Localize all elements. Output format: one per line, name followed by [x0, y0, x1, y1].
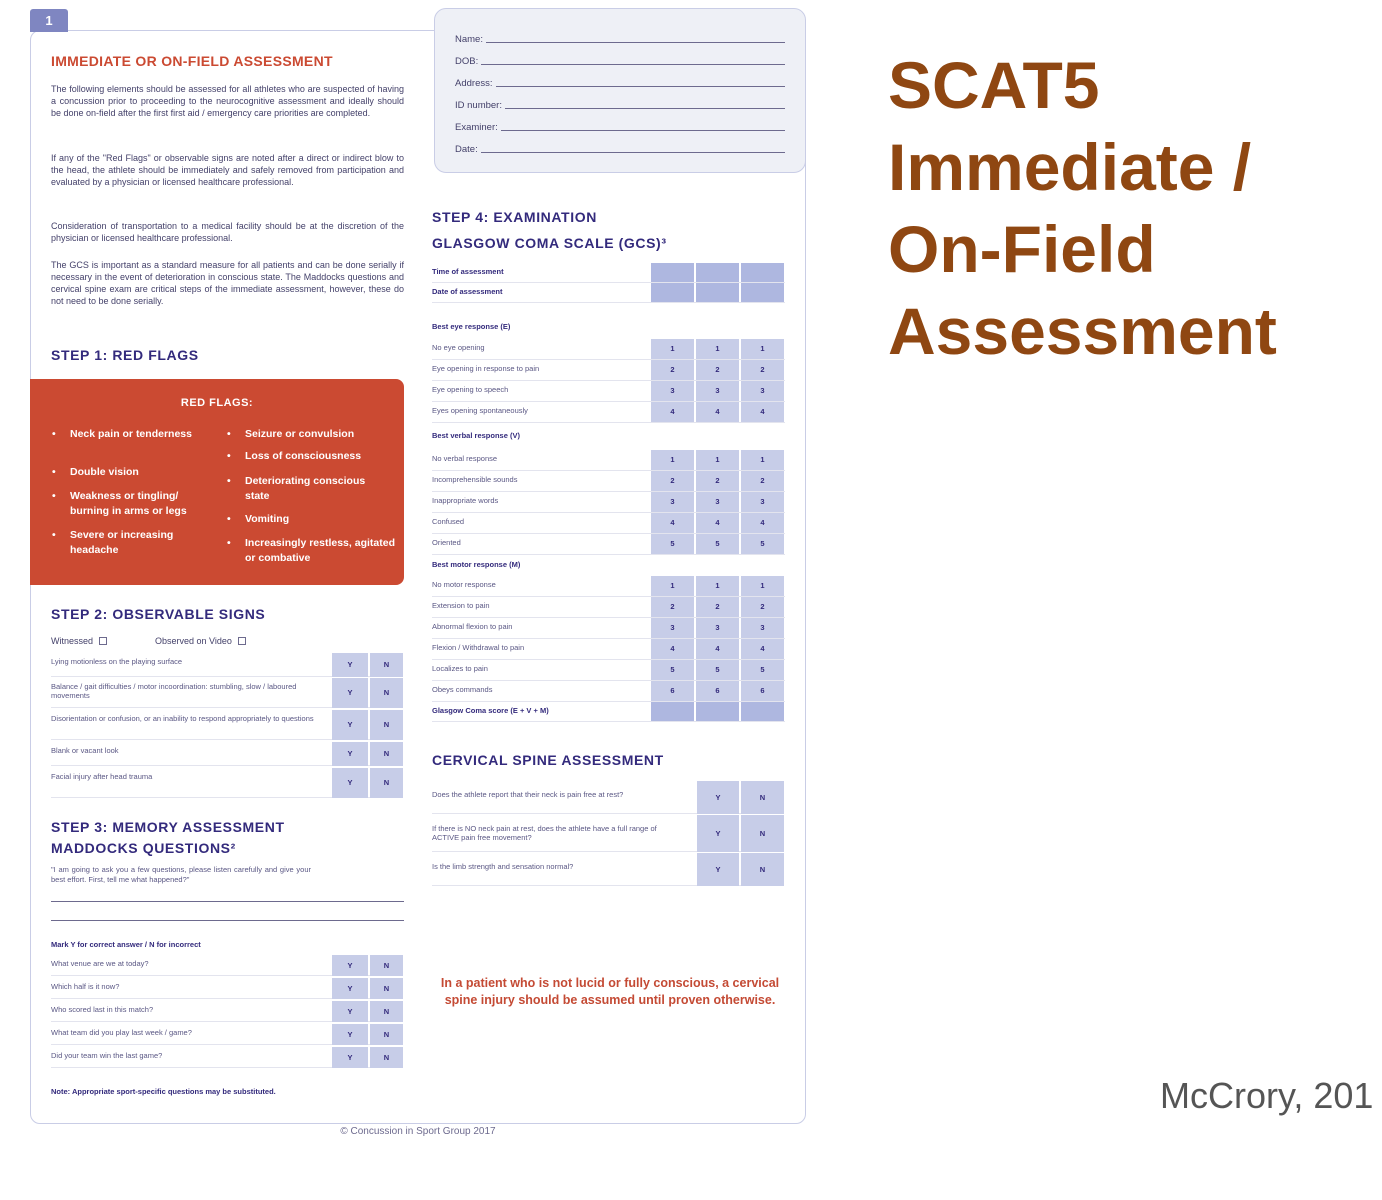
gcs-eye-row [432, 360, 785, 381]
gcs-motor-row-label: Localizes to pain [432, 664, 488, 673]
maddocks-mark-label: Mark Y for correct answer / N for incorrect [51, 940, 201, 949]
maddocks-question-row-label: What venue are we at today? [51, 959, 149, 968]
intro-paragraph-4: The GCS is important as a standard measure for all patients and can be done serially if necessary in the event of deterioration in conscious state. The Maddocks questions and cervical spine exam are critical steps of the immediate assessment, however, these do not need to be done serially. [51, 260, 404, 306]
maddocks-question-row [51, 1047, 403, 1068]
intro-paragraph-2: If any of the "Red Flags" or observable signs are noted after a direct or indirect blow to the head, the athlete should be immediately and safely removed from participation and evaluated by a physician or licensed healthcare professional. [51, 153, 404, 187]
no-cell[interactable]: N [741, 815, 784, 852]
slide-title-line: SCAT5 [888, 48, 1100, 122]
gcs-score-cell[interactable]: 6 [651, 681, 694, 701]
gcs-score-cell[interactable]: 1 [696, 339, 739, 359]
gcs-score-cell[interactable]: 4 [696, 639, 739, 659]
yes-cell[interactable]: Y [332, 978, 368, 999]
gcs-score-cell[interactable]: 2 [741, 471, 784, 491]
witnessed-option[interactable] [51, 636, 107, 646]
red-flag-item: • Increasingly restless, agitated or combative [245, 536, 395, 566]
maddocks-question-row [51, 978, 403, 999]
gcs-score-cell[interactable]: 4 [741, 402, 784, 422]
page-number-tab: 1 [30, 9, 68, 32]
red-flag-item: • Severe or increasing headache [70, 528, 210, 558]
gcs-score-cell[interactable]: 1 [651, 339, 694, 359]
yes-cell[interactable]: Y [332, 1047, 368, 1068]
no-cell[interactable]: N [741, 853, 784, 886]
maddocks-question-row [51, 1001, 403, 1022]
gcs-score-cell[interactable]: 3 [696, 492, 739, 512]
gcs-score-cell[interactable]: 3 [651, 381, 694, 401]
intro-paragraph-3: Consideration of transportation to a medical facility should be at the discretion of the physician or licensed healthcare professional. [51, 221, 404, 243]
cspine-warning: In a patient who is not lucid or fully conscious, a cervical spine injury should be assumed until proven otherwise. [440, 976, 780, 1007]
gcs-verbal-row-label: Incomprehensible sounds [432, 475, 518, 484]
gcs-motor-row [432, 639, 785, 660]
gcs-score-cell[interactable]: 2 [741, 597, 784, 617]
gcs-score-cell[interactable]: 1 [741, 450, 784, 470]
gcs-score-cell[interactable]: 2 [651, 360, 694, 380]
gcs-score-cell[interactable] [651, 283, 694, 302]
field-label: ID number: [455, 100, 502, 111]
observed-video-label: Observed on Video [155, 636, 232, 646]
citation-credit: McCrory, 201 [1160, 1075, 1374, 1116]
gcs-motor-row-label: No motor response [432, 580, 496, 589]
gcs-verbal-row-label: No verbal response [432, 454, 498, 463]
cspine-row-label: If there is NO neck pain at rest, does the athlete have a full range of ACTIVE pain free movement? [432, 824, 657, 842]
yes-cell[interactable]: Y [332, 1001, 368, 1022]
gcs-score-cell[interactable]: 3 [651, 492, 694, 512]
gcs-verbal-row [432, 492, 785, 513]
gcs-verbal-row [432, 534, 785, 555]
maddocks-question-row-label: Did your team win the last game? [51, 1051, 163, 1060]
name-field[interactable] [455, 29, 785, 45]
cspine-title: CERVICAL SPINE ASSESSMENT [432, 752, 664, 768]
gcs-eye-header: Best eye response (E) [432, 322, 511, 331]
step3-title-line1: STEP 3: MEMORY ASSESSMENT [51, 819, 285, 835]
gcs-motor-row [432, 681, 785, 702]
field-label: Address: [455, 78, 493, 89]
gcs-score-cell[interactable]: 2 [651, 471, 694, 491]
no-cell[interactable]: N [370, 1001, 403, 1022]
gcs-score-cell[interactable]: 4 [696, 513, 739, 533]
gcs-verbal-row [432, 471, 785, 492]
red-flag-item: • Vomiting [245, 512, 385, 527]
observable-sign-row-label: Balance / gait difficulties / motor incoordination: stumbling, slow / laboured movements [51, 682, 297, 700]
yes-cell[interactable]: Y [332, 653, 368, 677]
gcs-score-cell[interactable]: 4 [651, 402, 694, 422]
red-flag-item: • Loss of consciousness [245, 449, 395, 464]
answer-line[interactable] [51, 920, 404, 921]
gcs-eye-row-label: Eyes opening spontaneously [432, 406, 528, 415]
no-cell[interactable]: N [370, 1024, 403, 1045]
step4-title [432, 207, 667, 254]
address-field[interactable] [455, 73, 785, 89]
red-flag-item: • Seizure or convulsion [245, 427, 395, 442]
red-flags-box-title: RED FLAGS: [180, 397, 254, 409]
gcs-score-cell[interactable] [696, 702, 739, 721]
step3-title [51, 817, 285, 859]
maddocks-question-row [51, 955, 403, 976]
witnessed-label: Witnessed [51, 636, 94, 646]
gcs-eye-row [432, 381, 785, 402]
yes-cell[interactable]: Y [332, 768, 368, 798]
gcs-time-row-label: Time of assessment [432, 267, 504, 276]
observable-sign-row [51, 653, 403, 677]
observable-sign-row-label: Blank or vacant look [51, 746, 119, 755]
cspine-row [432, 815, 784, 852]
gcs-score-cell[interactable]: 1 [651, 450, 694, 470]
maddocks-question-row-label: Who scored last in this match? [51, 1005, 154, 1014]
gcs-score-cell[interactable]: 2 [696, 360, 739, 380]
gcs-motor-row [432, 597, 785, 618]
gcs-score-cell[interactable] [651, 263, 694, 282]
yes-cell[interactable]: Y [332, 710, 368, 740]
gcs-score-cell[interactable] [651, 702, 694, 721]
gcs-score-cell[interactable]: 4 [696, 402, 739, 422]
intro-paragraph-1: The following elements should be assessed for all athletes who are suspected of having a concussion prior to proceeding to the neurocognitive assessment and ideally should be done on-field after the first first aid / emergency care priorities are completed. [51, 84, 404, 118]
gcs-motor-row [432, 660, 785, 681]
gcs-verbal-row [432, 513, 785, 534]
gcs-date-row-label: Date of assessment [432, 287, 503, 296]
observable-sign-row [51, 742, 403, 766]
gcs-motor-row-label: Obeys commands [432, 685, 493, 694]
gcs-score-cell[interactable]: 5 [741, 534, 784, 554]
red-flags-box [30, 379, 404, 585]
gcs-verbal-row-label: Confused [432, 517, 465, 526]
maddocks-question-row-label: What team did you play last week / game? [51, 1028, 192, 1037]
gcs-score-cell[interactable]: 5 [696, 660, 739, 680]
no-cell[interactable]: N [370, 742, 403, 766]
no-cell[interactable]: N [370, 710, 403, 740]
gcs-eye-row [432, 339, 785, 360]
observed-video-option[interactable] [155, 636, 246, 646]
gcs-motor-row-label: Abnormal flexion to pain [432, 622, 513, 631]
cspine-row [432, 853, 784, 886]
gcs-verbal-header: Best verbal response (V) [432, 431, 520, 440]
step4-title-line1: STEP 4: EXAMINATION [432, 209, 597, 225]
gcs-motor-row-label: Flexion / Withdrawal to pain [432, 643, 525, 652]
gcs-score-cell[interactable]: 6 [741, 681, 784, 701]
gcs-eye-row [432, 402, 785, 423]
step3-title-line2: MADDOCKS QUESTIONS² [51, 840, 236, 856]
slide-title-line: Immediate / [888, 130, 1252, 204]
yes-cell[interactable]: Y [332, 955, 368, 976]
no-cell[interactable]: N [370, 768, 403, 798]
gcs-score-cell[interactable]: 5 [651, 534, 694, 554]
no-cell[interactable]: N [741, 781, 784, 814]
gcs-score-cell[interactable]: 5 [651, 660, 694, 680]
gcs-score-cell[interactable]: 4 [651, 513, 694, 533]
maddocks-note: Note: Appropriate sport-specific questions may be substituted. [51, 1087, 276, 1096]
gcs-score-cell[interactable]: 6 [696, 681, 739, 701]
patient-info-box [434, 8, 806, 173]
gcs-time-row [432, 263, 785, 283]
red-flag-item: • Deteriorating conscious state [245, 474, 385, 504]
gcs-score-cell[interactable] [696, 263, 739, 282]
witnessed-checkbox[interactable] [99, 637, 107, 645]
field-label: DOB: [455, 56, 479, 67]
gcs-score-cell[interactable]: 1 [696, 576, 739, 596]
gcs-score-cell[interactable] [741, 263, 784, 282]
no-cell[interactable]: N [370, 678, 403, 708]
no-cell[interactable]: N [370, 653, 403, 677]
field-label: Name: [455, 34, 483, 45]
gcs-eye-row-label: Eye opening to speech [432, 385, 509, 394]
step1-title: STEP 1: RED FLAGS [51, 347, 199, 363]
gcs-score-cell[interactable]: 1 [741, 339, 784, 359]
red-flag-item: • Neck pain or tenderness [70, 427, 210, 442]
gcs-score-cell[interactable]: 4 [651, 639, 694, 659]
step4-title-line2: GLASGOW COMA SCALE (GCS)³ [432, 235, 667, 251]
slide-title-line: Assessment [888, 294, 1277, 368]
gcs-score-cell[interactable]: 3 [741, 618, 784, 638]
gcs-score-cell[interactable]: 5 [696, 534, 739, 554]
yes-cell[interactable]: Y [697, 781, 739, 814]
gcs-score-cell[interactable]: 4 [741, 639, 784, 659]
copyright: © Concussion in Sport Group 2017 [340, 1126, 496, 1137]
gcs-score-cell[interactable]: 1 [741, 576, 784, 596]
gcs-score-cell[interactable]: 1 [651, 576, 694, 596]
yes-cell[interactable]: Y [332, 742, 368, 766]
intro-title: IMMEDIATE OR ON-FIELD ASSESSMENT [51, 53, 333, 69]
observed-video-checkbox[interactable] [238, 637, 246, 645]
no-cell[interactable]: N [370, 978, 403, 999]
maddocks-question-row [51, 1024, 403, 1045]
gcs-total-row-label: Glasgow Coma score (E + V + M) [432, 706, 549, 715]
cspine-row-label: Is the limb strength and sensation normal? [432, 862, 574, 871]
red-flag-item: • Weakness or tingling/ burning in arms or legs [70, 489, 215, 519]
field-label: Examiner: [455, 122, 498, 133]
maddocks-question-row-label: Which half is it now? [51, 982, 120, 991]
gcs-score-cell[interactable]: 5 [741, 660, 784, 680]
observable-sign-row-label: Lying motionless on the playing surface [51, 657, 183, 666]
gcs-score-cell[interactable] [741, 283, 784, 302]
gcs-total-row [432, 702, 785, 722]
gcs-score-cell[interactable]: 2 [741, 360, 784, 380]
gcs-score-cell[interactable]: 3 [696, 618, 739, 638]
gcs-eye-row-label: No eye opening [432, 343, 485, 352]
gcs-date-row [432, 283, 785, 303]
field-label: Date: [455, 144, 478, 155]
date-field[interactable] [455, 139, 785, 155]
gcs-verbal-row-label: Inappropriate words [432, 496, 499, 505]
gcs-score-cell[interactable]: 2 [696, 471, 739, 491]
gcs-motor-row-label: Extension to pain [432, 601, 490, 610]
cspine-row [432, 781, 784, 814]
dob-field[interactable] [455, 51, 785, 67]
observable-sign-row-label: Disorientation or confusion, or an inability to respond appropriately to questions [51, 714, 314, 723]
yes-cell[interactable]: Y [697, 815, 739, 852]
gcs-score-cell[interactable] [696, 283, 739, 302]
gcs-eye-row-label: Eye opening in response to pain [432, 364, 540, 373]
gcs-score-cell[interactable]: 2 [651, 597, 694, 617]
cspine-row-label: Does the athlete report that their neck is pain free at rest? [432, 790, 624, 799]
gcs-motor-row [432, 618, 785, 639]
slide-title [888, 44, 1277, 372]
gcs-score-cell[interactable]: 3 [741, 492, 784, 512]
red-flag-item: • Double vision [70, 465, 210, 480]
gcs-motor-header: Best motor response (M) [432, 560, 521, 569]
no-cell[interactable]: N [370, 955, 403, 976]
gcs-score-cell[interactable]: 1 [696, 450, 739, 470]
observable-sign-row [51, 678, 403, 708]
gcs-score-cell[interactable]: 3 [651, 618, 694, 638]
observable-sign-row [51, 768, 403, 798]
gcs-score-cell[interactable]: 3 [741, 381, 784, 401]
slide-title-line: On-Field [888, 212, 1156, 286]
gcs-score-cell[interactable] [741, 702, 784, 721]
yes-cell[interactable]: Y [332, 678, 368, 708]
examiner-field[interactable] [455, 117, 785, 133]
gcs-motor-row [432, 576, 785, 597]
gcs-verbal-row-label: Oriented [432, 538, 461, 547]
observable-sign-row-label: Facial injury after head trauma [51, 772, 153, 781]
step2-title: STEP 2: OBSERVABLE SIGNS [51, 606, 266, 622]
gcs-verbal-row [432, 450, 785, 471]
gcs-score-cell[interactable]: 4 [741, 513, 784, 533]
maddocks-instruction: "I am going to ask you a few questions, please listen carefully and give your best effort. First, tell me what happened?" [51, 865, 311, 884]
answer-line[interactable] [51, 901, 404, 902]
gcs-score-cell[interactable]: 2 [696, 597, 739, 617]
no-cell[interactable]: N [370, 1047, 403, 1068]
yes-cell[interactable]: Y [697, 853, 739, 886]
id-number-field[interactable] [455, 95, 785, 111]
observable-sign-row [51, 710, 403, 740]
yes-cell[interactable]: Y [332, 1024, 368, 1045]
gcs-score-cell[interactable]: 3 [696, 381, 739, 401]
